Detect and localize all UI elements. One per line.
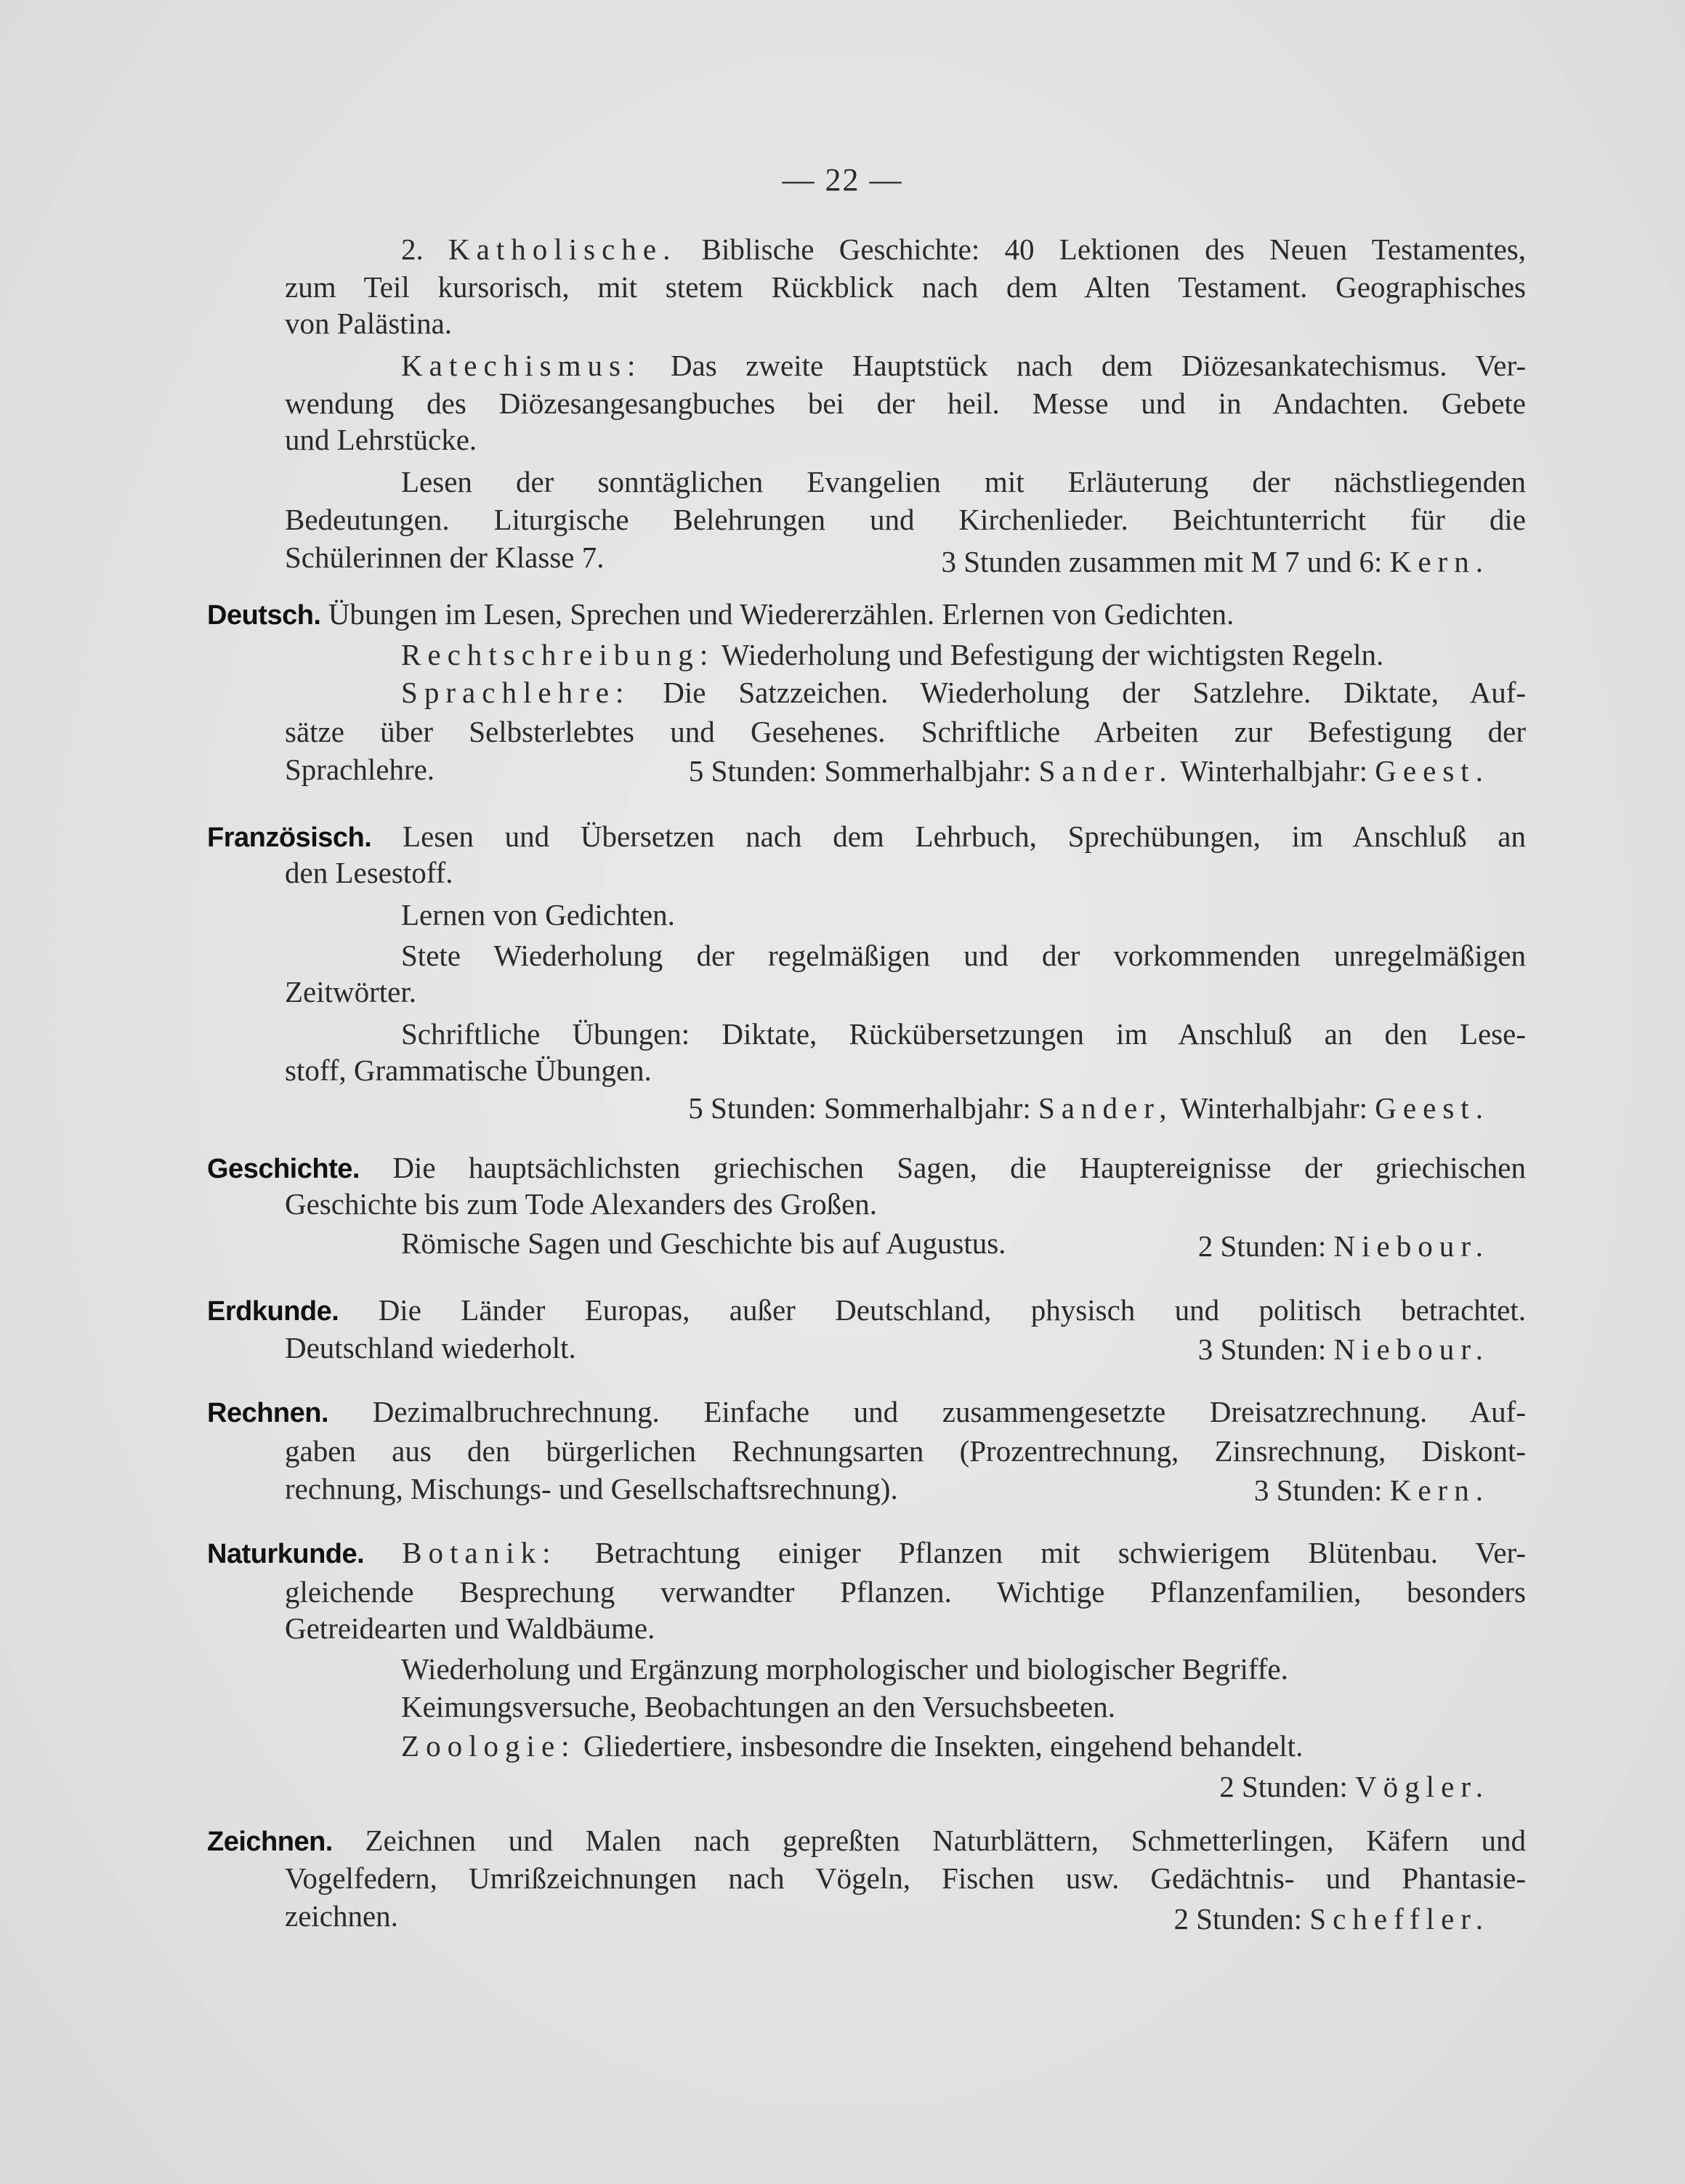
deutsch-teacher-1: Sander. [1038,754,1173,788]
zeichnen-hours: 2 Stunden: Scheffler. [1173,1902,1490,1936]
zeichnen-line-2: Vogelfedern, Umrißzeichnungen nach Vögeln, Fischen usw. Gedächtnis- und Phantasie- [285,1861,1526,1895]
religion-line-8: Bedeutungen. Liturgische Belehrungen und Kirchenlieder. Beichtunterricht für die [285,503,1526,536]
rechnen-hours: 3 Stunden: Kern. [1253,1473,1490,1507]
religion-line-7: Lesen der sonntäglichen Evangelien mit Erläuterung der nächstliegenden [401,465,1526,498]
naturkunde-heading: Naturkunde. [207,1539,365,1569]
franz-line-3: Lernen von Gedichten. [401,898,675,931]
naturkunde-line-3: Getreidearten und Waldbäume. [285,1611,655,1645]
rechnen-line-2: gaben aus den bürgerlichen Rechnungsarten (Prozentrechnung, Zinsrechnung, Diskont- [285,1434,1526,1468]
naturkunde-line-5: Keimungsversuche, Beobachtungen an den Versuchsbeeten. [401,1690,1115,1723]
erdkunde-heading: Erdkunde. [207,1296,339,1327]
naturkunde-line-4: Wiederholung und Ergänzung morphologischer und biologischer Begriffe. [401,1652,1288,1686]
rechnen-heading: Rechnen. [207,1398,329,1428]
geschichte-heading: Geschichte. [207,1154,360,1184]
religion-line-1: 2. Katholische. Biblische Geschichte: 40 Lektionen des Neuen Testamentes, [401,232,1527,266]
geschichte-teacher: Niebour. [1333,1229,1490,1263]
franz-line-2: den Lesestoff. [285,856,453,889]
geschichte-line-2: Geschichte bis zum Tode Alexanders des Großen. [285,1187,878,1221]
erdkunde-teacher: Niebour. [1333,1332,1490,1366]
geschichte-line-1: Geschichte. Die hauptsächlichsten griechischen Sagen, die Hauptereignisse der griechischen [207,1151,1527,1184]
page-number: — 22 — [782,162,903,198]
rechnen-line-1: Rechnen. Dezimalbruchrechnung. Einfache und zusammengesetzte Dreisatzrechnung. Auf- [207,1395,1526,1428]
franzoesisch-heading: Französisch. [207,822,372,853]
katechismus-title: Katechismus: [401,349,642,382]
rechnen-teacher: Kern. [1389,1473,1490,1507]
botanik-title: Botanik: [402,1536,557,1569]
deutsch-hours: 5 Stunden: Sommerhalbjahr: Sander. Winterhalbjahr: Geest. [688,754,1490,788]
religion-teacher: Kern. [1389,545,1490,578]
religion-line-9: Schülerinnen der Klasse 7. [285,541,605,574]
franz-line-5: Zeitwörter. [285,975,417,1008]
geschichte-line-3: Römische Sagen und Geschichte bis auf Augustus. [401,1226,1006,1260]
zeichnen-heading: Zeichnen. [207,1827,333,1857]
zoologie-title: Zoologie: [401,1729,576,1763]
erdkunde-line-1: Erdkunde. Die Länder Europas, außer Deutschland, physisch und politisch betrachtet. [207,1293,1527,1327]
deutsch-line-1: Deutsch. Übungen im Lesen, Sprechen und Wiedererzählen. Erlernen von Gedichten. [207,597,1235,631]
religion-hours: 3 Stunden zusammen mit M 7 und 6: Kern. [941,545,1490,578]
franz-line-1: Französisch. Lesen und Übersetzen nach dem Lehrbuch, Sprechübungen, im Anschluß an [207,820,1527,853]
franz-teacher-1: Sander, [1038,1091,1173,1125]
naturkunde-line-2: gleichende Besprechung verwandter Pflanzen. Wichtige Pflanzenfamilien, besonders [285,1575,1526,1609]
deutsch-heading: Deutsch. [207,600,321,631]
naturkunde-line-1: Naturkunde. Botanik: Betrachtung einiger Pflanzen mit schwierigem Blütenbau. Ver- [207,1536,1527,1569]
naturkunde-line-6: Zoologie: Gliedertiere, insbesondre die Insekten, eingehend behandelt. [401,1729,1304,1763]
sprachlehre-title: Sprachlehre: [401,676,631,709]
franz-line-7: stoff, Grammatische Übungen. [285,1053,652,1087]
deutsch-line-3: Sprachlehre: Die Satzzeichen. Wiederholung der Satzlehre. Diktate, Auf- [401,676,1527,709]
erdkunde-hours: 3 Stunden: Niebour. [1197,1332,1490,1366]
geschichte-hours: 2 Stunden: Niebour. [1197,1229,1490,1263]
deutsch-line-4: sätze über Selbsterlebtes und Gesehenes. Schriftliche Arbeiten zur Befestigung der [285,715,1526,748]
franz-teacher-2: Geest. [1375,1091,1490,1125]
religion-line-5: wendung des Diözesangesangbuches bei der heil. Messe und in Andachten. Gebete [285,387,1526,420]
naturkunde-hours: 2 Stunden: Vögler. [1219,1770,1490,1803]
religion-line-4: Katechismus: Das zweite Hauptstück nach dem Diözesankatechismus. Ver- [401,349,1526,382]
religion-line-6: und Lehrstücke. [285,423,477,456]
franz-line-4: Stete Wiederholung der regelmäßigen und der vorkommenden unregelmäßigen [401,939,1526,972]
deutsch-line-5: Sprachlehre. [285,753,435,786]
religion-line-3: von Palästina. [285,307,453,340]
deutsch-teacher-2: Geest. [1375,754,1490,788]
erdkunde-line-2: Deutschland wiederholt. [285,1331,576,1364]
rechtschreibung-title: Rechtschreibung: [401,638,715,671]
zeichnen-line-3: zeichnen. [285,1899,398,1933]
franz-hours: 5 Stunden: Sommerhalbjahr: Sander, Winterhalbjahr: Geest. [688,1091,1490,1125]
naturkunde-teacher: Vögler. [1355,1770,1490,1803]
rechnen-line-3: rechnung, Mischungs- und Gesellschaftsrechnung). [285,1472,898,1505]
deutsch-line-2: Rechtschreibung: Wiederholung und Befestigung der wichtigsten Regeln. [401,638,1384,671]
religion-title: Katholische. [448,232,677,266]
franz-line-6: Schriftliche Übungen: Diktate, Rückübersetzungen im Anschluß an den Lese- [401,1017,1526,1051]
zeichnen-teacher: Scheffler. [1309,1902,1490,1936]
religion-line-2: zum Teil kursorisch, mit stetem Rückblick nach dem Alten Testament. Geographisches [285,270,1526,304]
zeichnen-line-1: Zeichnen. Zeichnen und Malen nach gepreßten Naturblättern, Schmetterlingen, Käfern und [207,1824,1527,1857]
